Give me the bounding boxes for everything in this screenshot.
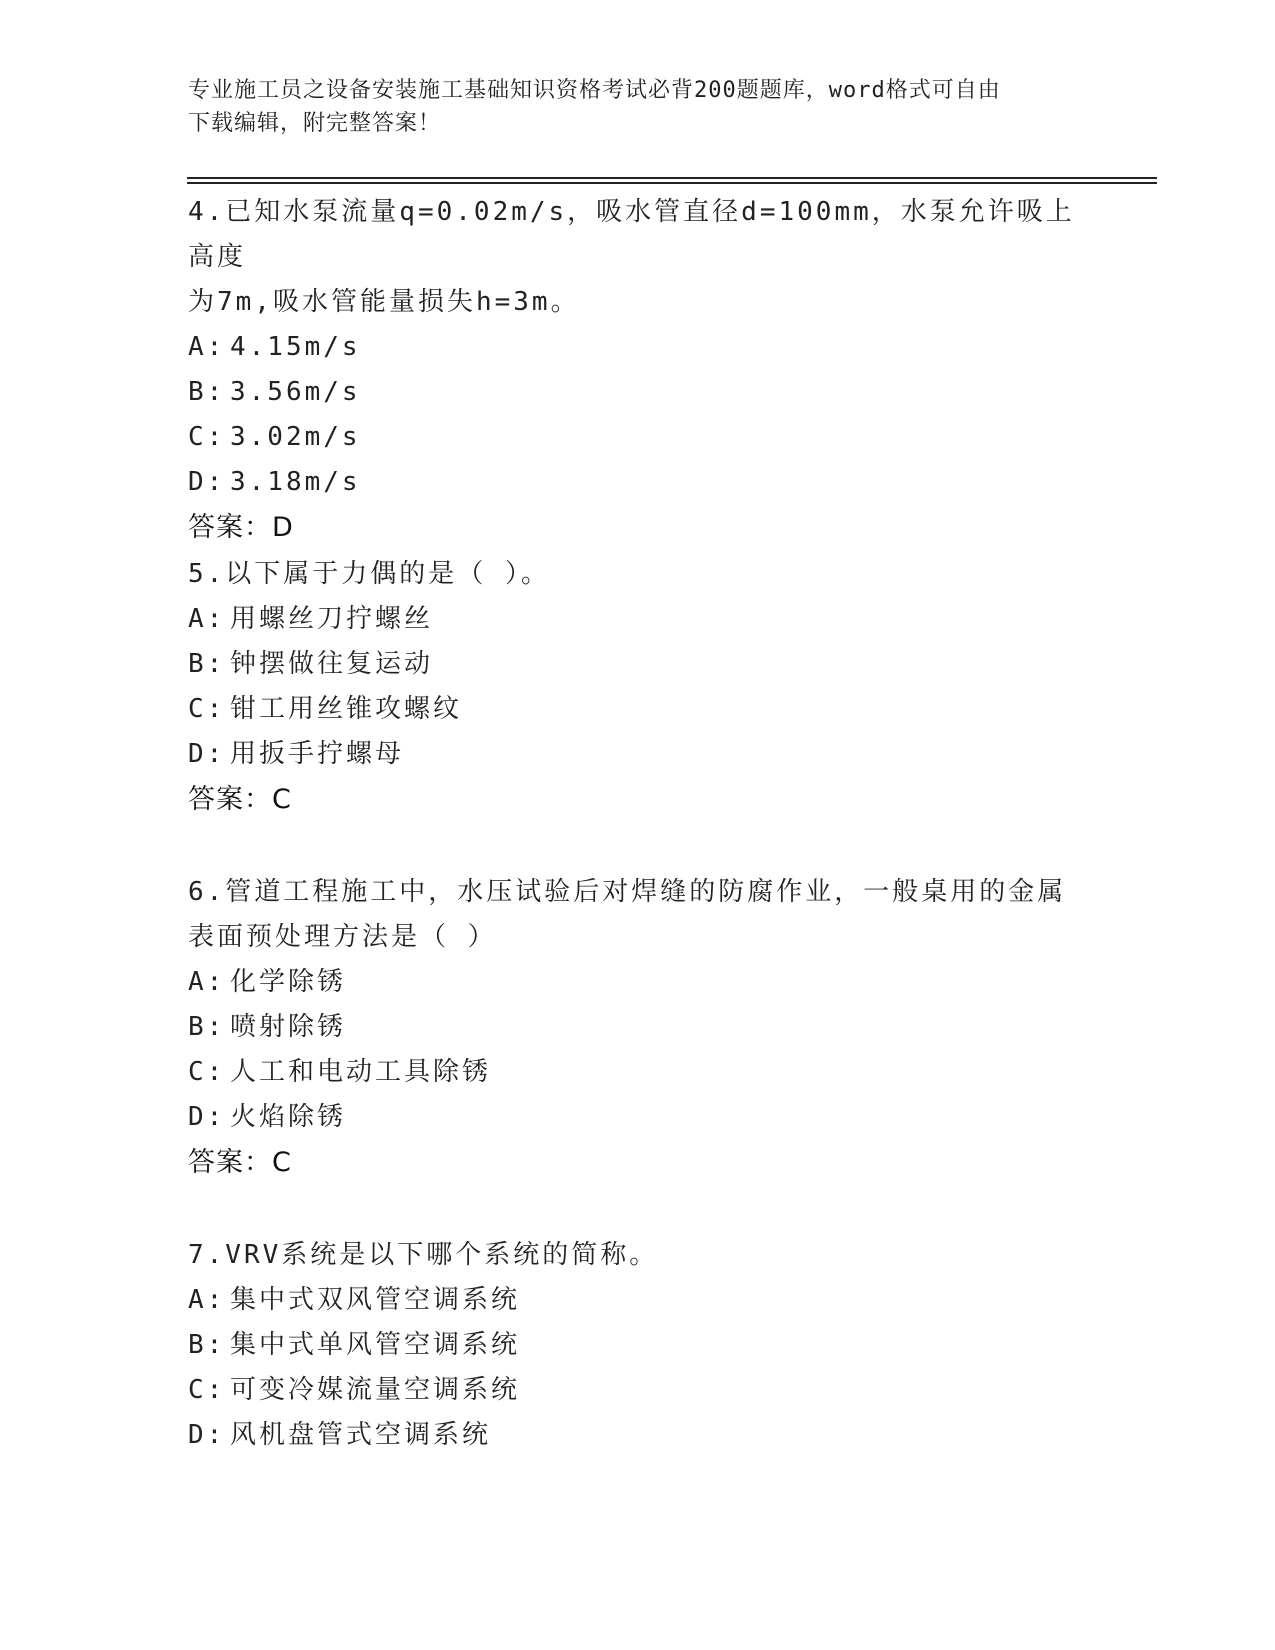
option-b — [188, 642, 1088, 687]
option-label: C: — [188, 422, 226, 452]
option-label: C: — [188, 1375, 226, 1405]
option-label: A: — [188, 604, 226, 634]
question-stem-line-1: 6.管道工程施工中，水压试验后对焊缝的防腐作业，一般桌用的金属 — [188, 877, 1067, 907]
header-line-1: 专业施工员之设备安装施工基础知识资格考试必背200题题库，word格式可自由 — [188, 78, 1001, 103]
question-7 — [188, 1233, 1088, 1458]
option-c — [188, 1050, 1088, 1095]
document-header — [188, 74, 1068, 140]
question-stem-line-1: 7.VRV系统是以下哪个系统的简称。 — [188, 1240, 659, 1270]
option-text: 钟摆做往复运动 — [230, 649, 434, 679]
option-b — [188, 1005, 1088, 1050]
option-text: 3.02m/s — [230, 422, 361, 452]
option-a — [188, 597, 1088, 642]
question-4 — [188, 190, 1088, 550]
option-label: B: — [188, 1330, 226, 1360]
question-6 — [188, 870, 1088, 1185]
option-b — [188, 1323, 1088, 1368]
option-text: 用螺丝刀拧螺丝 — [230, 604, 434, 634]
option-text: 可变冷媒流量空调系统 — [230, 1375, 521, 1405]
option-a — [188, 1278, 1088, 1323]
option-label: D: — [188, 467, 226, 497]
option-c — [188, 1368, 1088, 1413]
option-text: 喷射除锈 — [230, 1012, 347, 1042]
option-label: A: — [188, 332, 226, 362]
question-stem-line-2: 为7m,吸水管能量损失h=3m。 — [188, 287, 580, 317]
option-text: 火焰除锈 — [230, 1102, 347, 1132]
option-text: 3.18m/s — [230, 467, 361, 497]
option-text: 集中式单风管空调系统 — [230, 1330, 521, 1360]
question-stem-line-1: 5.以下属于力偶的是（ ）。 — [188, 559, 550, 589]
option-text: 人工和电动工具除锈 — [230, 1057, 492, 1087]
option-label: A: — [188, 1285, 226, 1315]
option-text: 风机盘管式空调系统 — [230, 1420, 492, 1450]
option-text: 3.56m/s — [230, 377, 361, 407]
option-label: D: — [188, 1420, 226, 1450]
question-stem-line-1: 4.已知水泵流量q=0.02m/s，吸水管直径d=100mm，水泵允许吸上高度 — [188, 197, 1075, 272]
option-d — [188, 732, 1088, 777]
option-label: A: — [188, 967, 226, 997]
header-divider-bottom — [187, 182, 1157, 184]
option-label: B: — [188, 377, 226, 407]
option-label: C: — [188, 1057, 226, 1087]
option-d — [188, 460, 1088, 505]
option-text: 4.15m/s — [230, 332, 361, 362]
option-label: B: — [188, 1012, 226, 1042]
option-d — [188, 1413, 1088, 1458]
option-d — [188, 1095, 1088, 1140]
option-label: D: — [188, 739, 226, 769]
answer: 答案：C — [188, 784, 292, 815]
option-text: 集中式双风管空调系统 — [230, 1285, 521, 1315]
option-c — [188, 687, 1088, 732]
question-5 — [188, 552, 1088, 822]
option-label: C: — [188, 694, 226, 724]
option-a — [188, 325, 1088, 370]
answer: 答案：C — [188, 1147, 292, 1178]
option-text: 化学除锈 — [230, 967, 347, 997]
option-c — [188, 415, 1088, 460]
question-stem-line-2: 表面预处理方法是（ ） — [188, 922, 497, 952]
option-text: 用扳手拧螺母 — [230, 739, 405, 769]
header-divider-top — [187, 177, 1157, 179]
header-line-2: 下载编辑，附完整答案！ — [188, 111, 442, 136]
option-label: B: — [188, 649, 226, 679]
option-b — [188, 370, 1088, 415]
option-text: 钳工用丝锥攻螺纹 — [230, 694, 463, 724]
option-a — [188, 960, 1088, 1005]
option-label: D: — [188, 1102, 226, 1132]
answer: 答案：D — [188, 512, 294, 543]
